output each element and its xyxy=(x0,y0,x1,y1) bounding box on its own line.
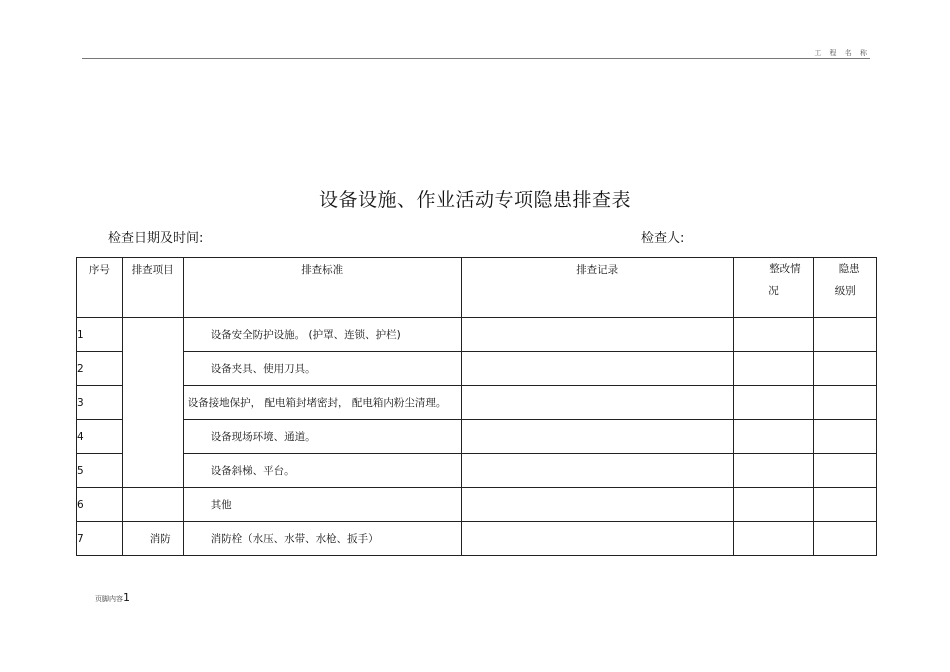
table-row xyxy=(77,454,877,488)
row-no: 5 xyxy=(77,454,123,488)
table-row xyxy=(77,522,877,556)
row-no: 2 xyxy=(77,352,123,386)
row-level-cell[interactable] xyxy=(813,488,876,522)
header-item: 排查项目 xyxy=(122,258,183,318)
project-name-header: 工 程 名 称 xyxy=(814,49,870,57)
page-title: 设备设施、作业活动专项隐患排查表 xyxy=(318,189,631,211)
row-standard: 设备接地保护， 配电箱封堵密封， 配电箱内粉尘清理。 xyxy=(183,386,461,420)
table-header-row xyxy=(77,258,877,318)
header-level-line2: 级别 xyxy=(834,285,856,297)
row-level-cell[interactable] xyxy=(813,352,876,386)
header-level xyxy=(813,258,876,318)
footer-text: 页脚内容 xyxy=(95,595,123,603)
row-record-cell[interactable] xyxy=(461,522,733,556)
header-no: 序号 xyxy=(77,258,123,318)
row-standard: 其他 xyxy=(183,488,461,522)
row-level-cell[interactable] xyxy=(813,454,876,488)
row-rectify-cell[interactable] xyxy=(733,488,813,522)
table-row xyxy=(77,488,877,522)
row-record-cell[interactable] xyxy=(461,318,733,352)
row-standard: 设备斜梯、平台。 xyxy=(183,454,461,488)
page-number: 1 xyxy=(123,591,130,604)
header-level-line1: 隐患 xyxy=(838,263,860,275)
header-rectify xyxy=(733,258,813,318)
row-record-cell[interactable] xyxy=(461,454,733,488)
row-rectify-cell[interactable] xyxy=(733,420,813,454)
row-level-cell[interactable] xyxy=(813,318,876,352)
page-footer xyxy=(95,591,130,604)
row-level-cell[interactable] xyxy=(813,522,876,556)
row-record-cell[interactable] xyxy=(461,420,733,454)
table-row xyxy=(77,386,877,420)
row-record-cell[interactable] xyxy=(461,488,733,522)
inspector-label: 检查人: xyxy=(641,231,685,246)
header-rectify-line1: 整改情 xyxy=(769,263,801,275)
header-record: 排查记录 xyxy=(461,258,733,318)
table-row xyxy=(77,420,877,454)
row-no: 1 xyxy=(77,318,123,352)
row-rectify-cell[interactable] xyxy=(733,352,813,386)
row-level-cell[interactable] xyxy=(813,420,876,454)
row-no: 6 xyxy=(77,488,123,522)
row-no: 4 xyxy=(77,420,123,454)
row-standard: 设备现场环境、通道。 xyxy=(183,420,461,454)
row-rectify-cell[interactable] xyxy=(733,318,813,352)
inspection-table xyxy=(76,257,877,556)
header-rectify-line2: 况 xyxy=(768,285,779,297)
header-divider xyxy=(82,58,870,59)
row-item-equipment xyxy=(122,318,183,488)
date-label: 检查日期及时间: xyxy=(108,231,204,246)
row-level-cell[interactable] xyxy=(813,386,876,420)
row-item-fire: 消防 xyxy=(122,522,183,556)
row-no: 7 xyxy=(77,522,123,556)
row-item xyxy=(122,488,183,522)
row-record-cell[interactable] xyxy=(461,386,733,420)
row-standard: 消防栓（水压、水带、水枪、扳手） xyxy=(183,522,461,556)
row-rectify-cell[interactable] xyxy=(733,522,813,556)
table-row xyxy=(77,318,877,352)
row-no: 3 xyxy=(77,386,123,420)
header-standard: 排查标准 xyxy=(183,258,461,318)
row-record-cell[interactable] xyxy=(461,352,733,386)
row-standard: 设备安全防护设施。 (护罩、连锁、护栏) xyxy=(183,318,461,352)
table-row xyxy=(77,352,877,386)
row-rectify-cell[interactable] xyxy=(733,454,813,488)
row-standard: 设备夹具、使用刀具。 xyxy=(183,352,461,386)
row-rectify-cell[interactable] xyxy=(733,386,813,420)
